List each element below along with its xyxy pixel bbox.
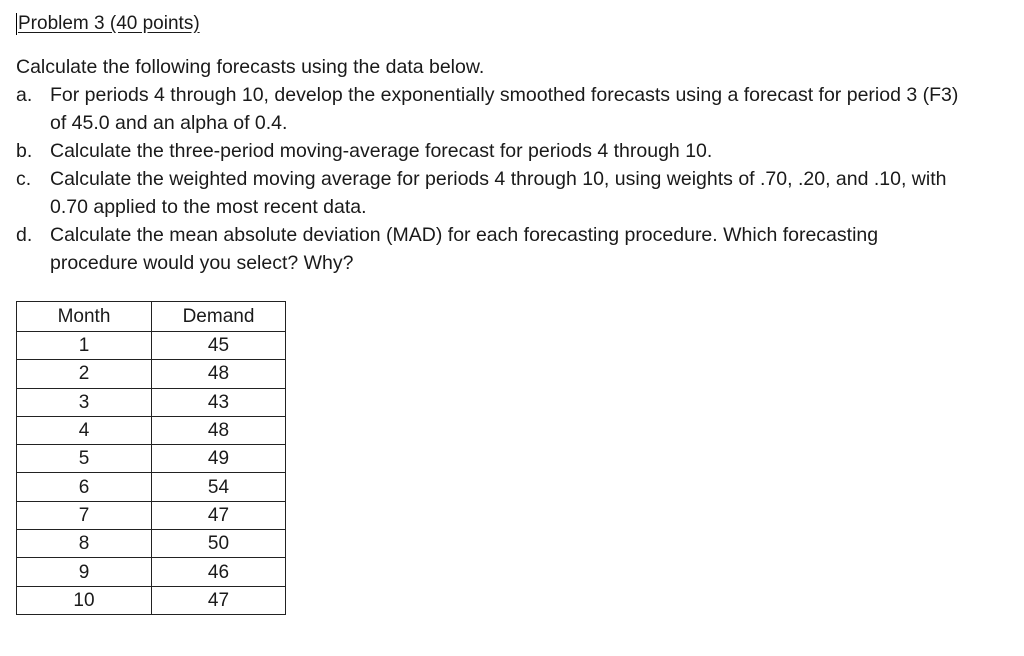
table-row (17, 501, 286, 529)
item-text-line: Calculate the three-period moving-average forecast for periods 4 through 10. (50, 140, 713, 162)
demand-cell: 45 (152, 332, 286, 360)
problem-item (16, 137, 1016, 165)
demand-column-header: Demand (152, 302, 286, 332)
problem-item (16, 165, 1016, 221)
problem-heading: Problem 3 (40 points) (18, 13, 200, 34)
month-cell: 1 (17, 332, 152, 360)
table-body (17, 332, 286, 615)
demand-cell: 46 (152, 558, 286, 586)
table-row (17, 473, 286, 501)
month-cell: 10 (17, 586, 152, 614)
month-cell: 3 (17, 388, 152, 416)
table-row (17, 586, 286, 614)
item-text-line: of 45.0 and an alpha of 0.4. (50, 112, 288, 134)
item-text-line: 0.70 applied to the most recent data. (50, 196, 367, 218)
month-column-header: Month (17, 302, 152, 332)
demand-cell: 54 (152, 473, 286, 501)
item-label: d. (16, 224, 33, 246)
item-text-line: For periods 4 through 10, develop the exponentially smoothed forecasts using a forecast for period 3 (F3) (50, 84, 959, 106)
month-cell: 2 (17, 360, 152, 388)
table-row (17, 445, 286, 473)
month-cell: 4 (17, 416, 152, 444)
item-label: b. (16, 140, 33, 162)
item-text-line: procedure would you select? Why? (50, 252, 354, 274)
month-cell: 8 (17, 530, 152, 558)
demand-cell: 43 (152, 388, 286, 416)
month-cell: 7 (17, 501, 152, 529)
demand-cell: 48 (152, 416, 286, 444)
month-cell: 6 (17, 473, 152, 501)
demand-cell: 48 (152, 360, 286, 388)
problem-item (16, 81, 1016, 137)
month-cell: 9 (17, 558, 152, 586)
table-row (17, 530, 286, 558)
problem-items-list (16, 81, 1016, 277)
problem-item (16, 221, 1016, 277)
problem-intro: Calculate the following forecasts using the data below. (16, 56, 485, 78)
month-cell: 5 (17, 445, 152, 473)
demand-cell: 47 (152, 501, 286, 529)
item-text-line: Calculate the weighted moving average for periods 4 through 10, using weights of .70, .20, and .10, with (50, 168, 947, 190)
demand-cell: 49 (152, 445, 286, 473)
item-text-line: Calculate the mean absolute deviation (MAD) for each forecasting procedure. Which forecasting (50, 224, 879, 246)
demand-cell: 50 (152, 530, 286, 558)
demand-cell: 47 (152, 586, 286, 614)
table-row (17, 360, 286, 388)
item-label: a. (16, 84, 33, 106)
demand-table (16, 301, 286, 615)
table-row (17, 558, 286, 586)
table-row (17, 388, 286, 416)
table-row (17, 332, 286, 360)
text-cursor (16, 13, 17, 35)
item-label: c. (16, 168, 32, 190)
table-row (17, 416, 286, 444)
table-header-row (17, 302, 286, 332)
